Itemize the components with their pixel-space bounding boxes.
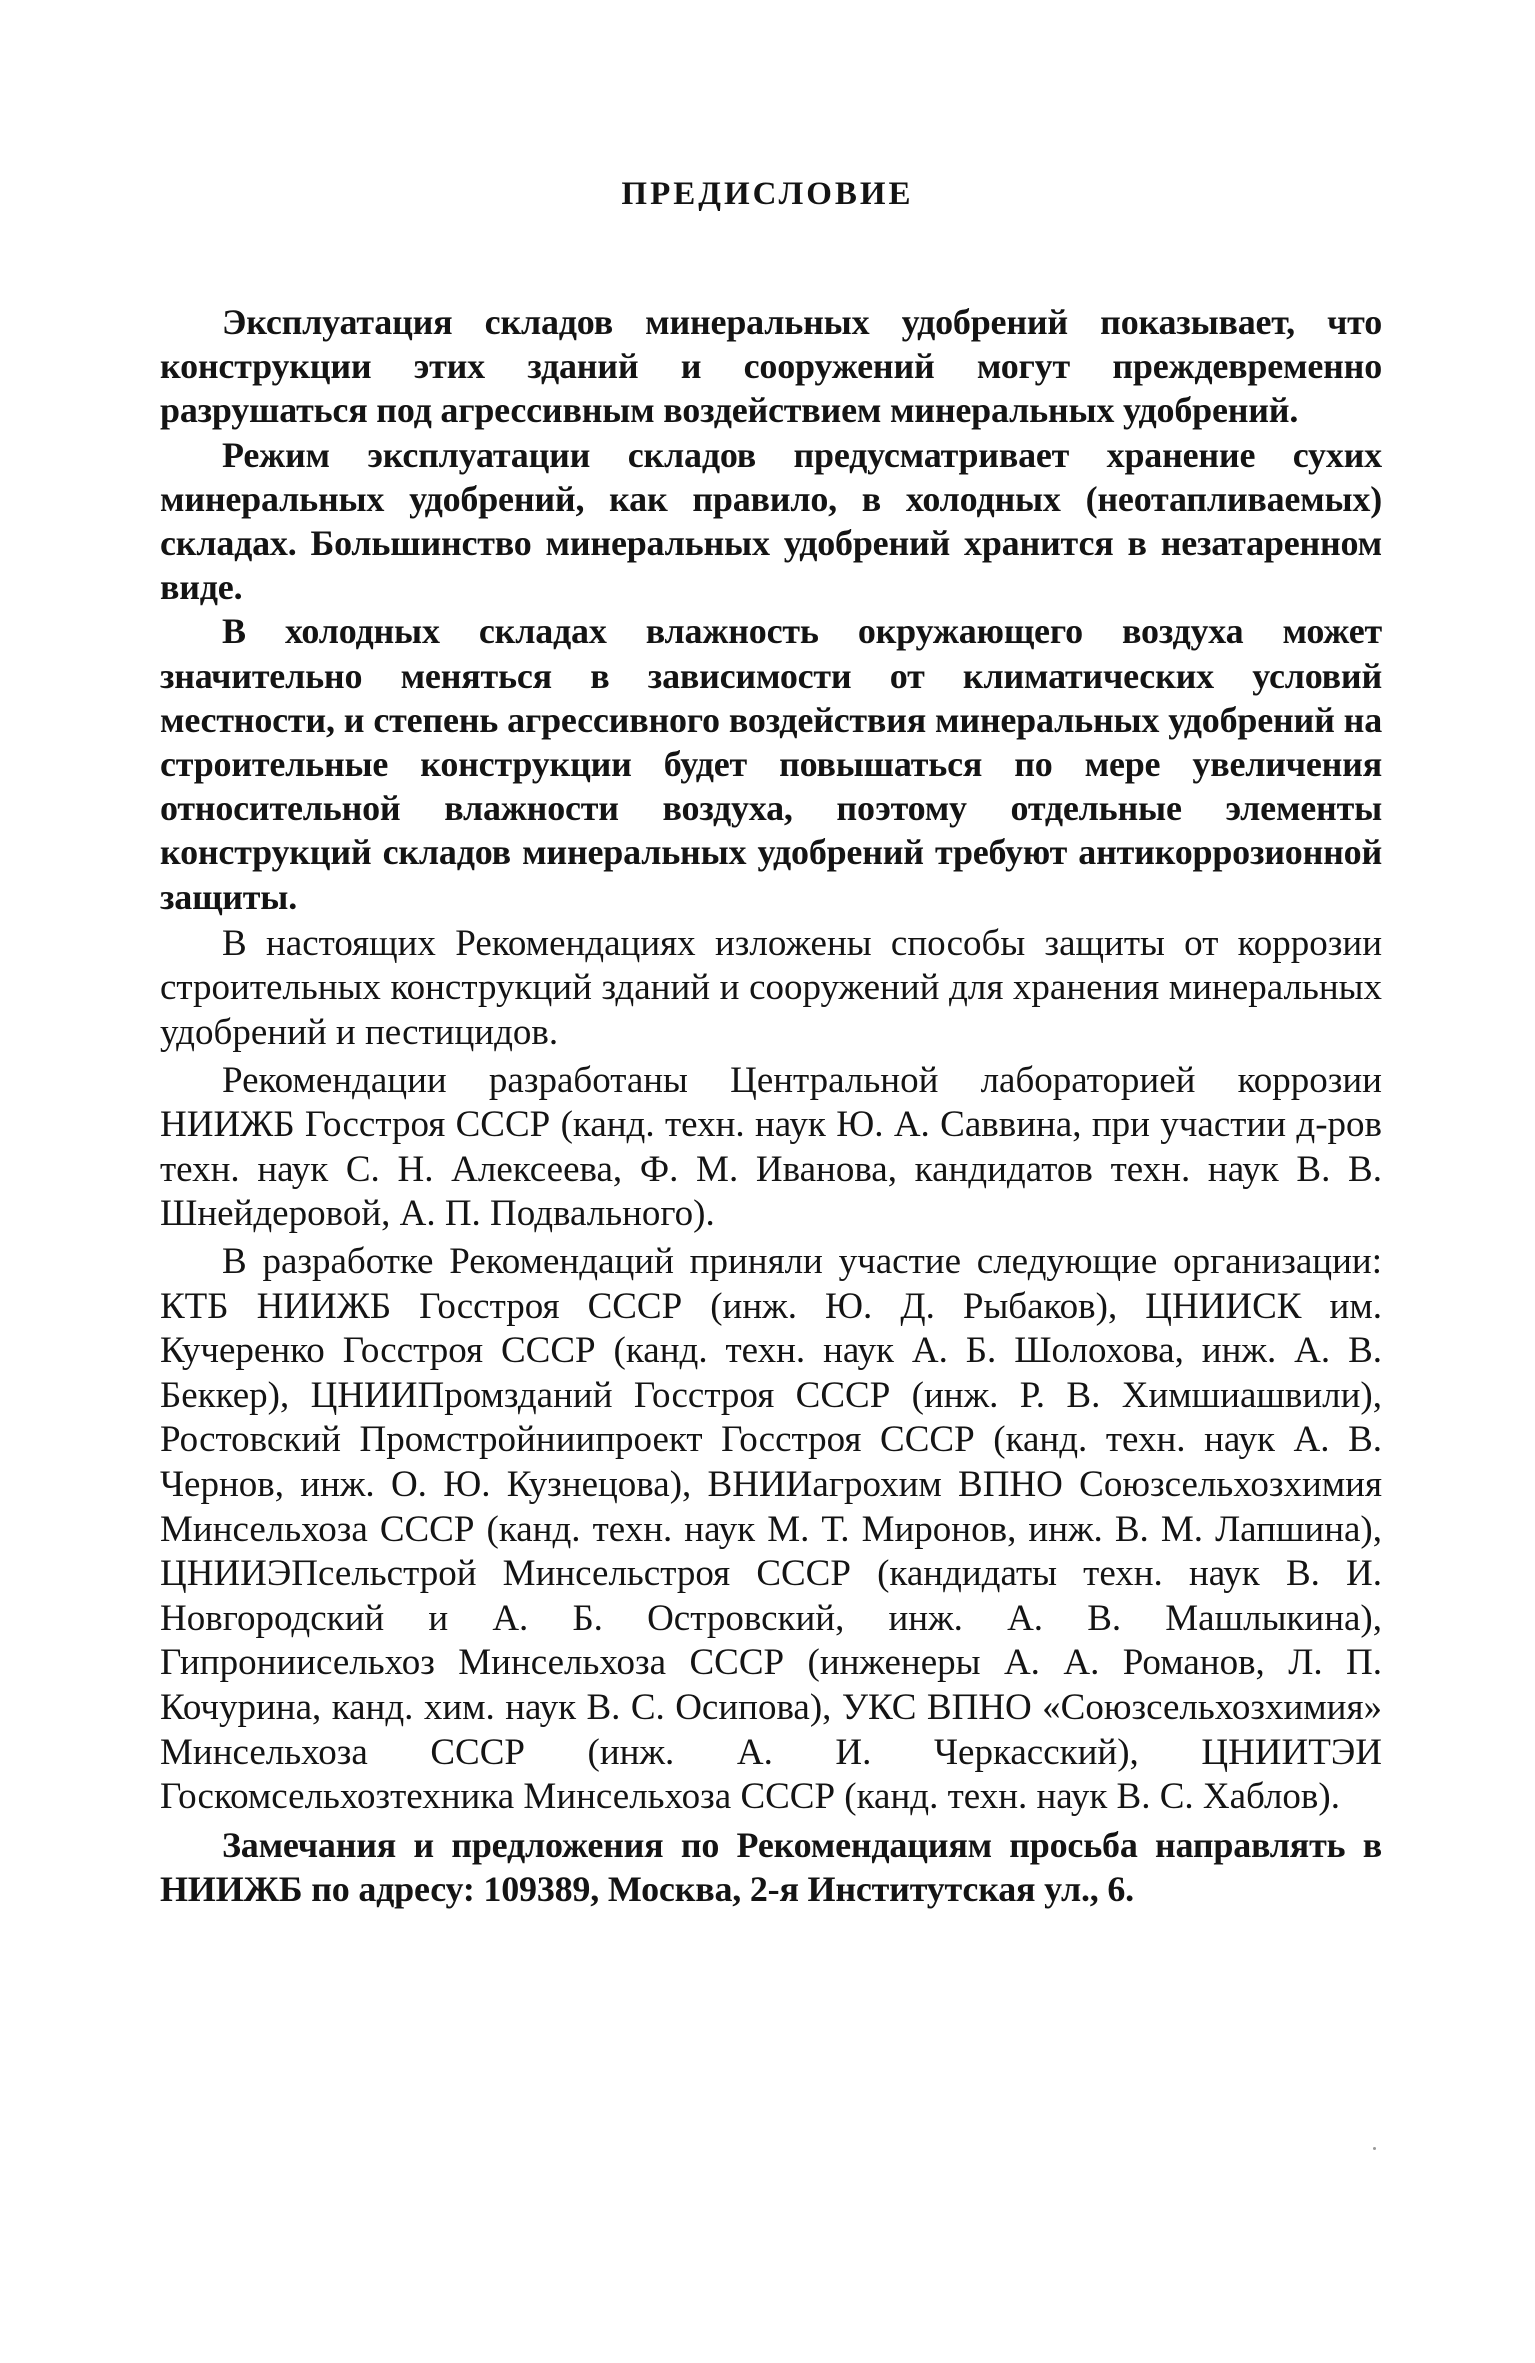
document-body	[160, 300, 1382, 1911]
page-title: ПРЕДИСЛОВИЕ	[621, 176, 914, 212]
paragraph-participants: В разработке Рекомендаций приняли участие следующие организации: КТБ НИИЖБ Госстроя СССР (инж. Ю. Д. Рыбаков), ЦНИИСК им. Кучеренко Госстроя СССР (канд. техн. наук А. Б. Шолохова, инж. А. В. Беккер), ЦНИИПромзданий Госстроя СССР (инж. Р. В. Химшиашвили), Ростовский Промстройниипроект Госстроя СССР (канд. техн. наук А. В. Чернов, инж. О. Ю. Кузнецова), ВНИИагрохим ВПНО Союзсельхозхимия Минсельхоза СССР (канд. техн. наук М. Т. Миронов, инж. В. М. Лапшина), ЦНИИЭПсельстрой Минсельстроя СССР (кандидаты техн. наук В. И. Новгородский и А. Б. Островский, инж. А. В. Машлыкина), Гипрониисельхоз Минсельхоза СССР (инженеры А. А. Романов, Л. П. Кочурина, канд. хим. наук В. С. Осипова), УКС ВПНО «Союзсельхозхимия» Минсельхоза СССР (инж. А. И. Черкасский), ЦНИИТЭИ Госкомсельхозтехника Минсельхоза СССР (канд. техн. наук В. С. Хаблов).	[160, 1241, 1382, 1818]
paragraph-developers: Рекомендации разработаны Центральной лабораторией коррозии НИИЖБ Госстроя СССР (канд. техн. наук Ю. А. Саввина, при участии д-ров техн. наук С. Н. Алексеева, Ф. М. Иванова, кандидатов техн. наук В. В. Шнейдеровой, А. П. Подвального).	[160, 1059, 1382, 1235]
paragraph-storage-mode: Режим эксплуатации складов предусматривает хранение сухих минеральных удобрений, как правило, в холодных (неотапливаемых) складах. Большинство минеральных удобрений хранится в незатаренном виде.	[160, 434, 1382, 608]
paragraph-scope: В настоящих Рекомендациях изложены способы защиты от коррозии строительных конструкций зданий и сооружений для хранения минеральных удобрений и пестицидов.	[160, 922, 1382, 1054]
paragraph-humidity: В холодных складах влажность окружающего воздуха может значительно меняться в зависимости от климатических условий местности, и степень агрессивного воздействия минеральных удобрений на строительные конструкции будет повышаться по мере увеличения относительной влажности воздуха, поэтому отдельные элементы конструкций складов минеральных удобрений требуют антикоррозионной защиты.	[160, 611, 1382, 917]
scan-speck	[1373, 2147, 1376, 2150]
paragraph-feedback-address: Замечания и предложения по Рекомендациям просьба направлять в НИИЖБ по адресу: 109389, Москва, 2-я Институтская ул., 6.	[160, 1824, 1382, 1909]
paragraph-operation: Эксплуатация складов минеральных удобрений показывает, что конструкции этих зданий и сооружений могут преждевременно разрушаться под агрессивным воздействием минеральных удобрений.	[160, 302, 1382, 431]
